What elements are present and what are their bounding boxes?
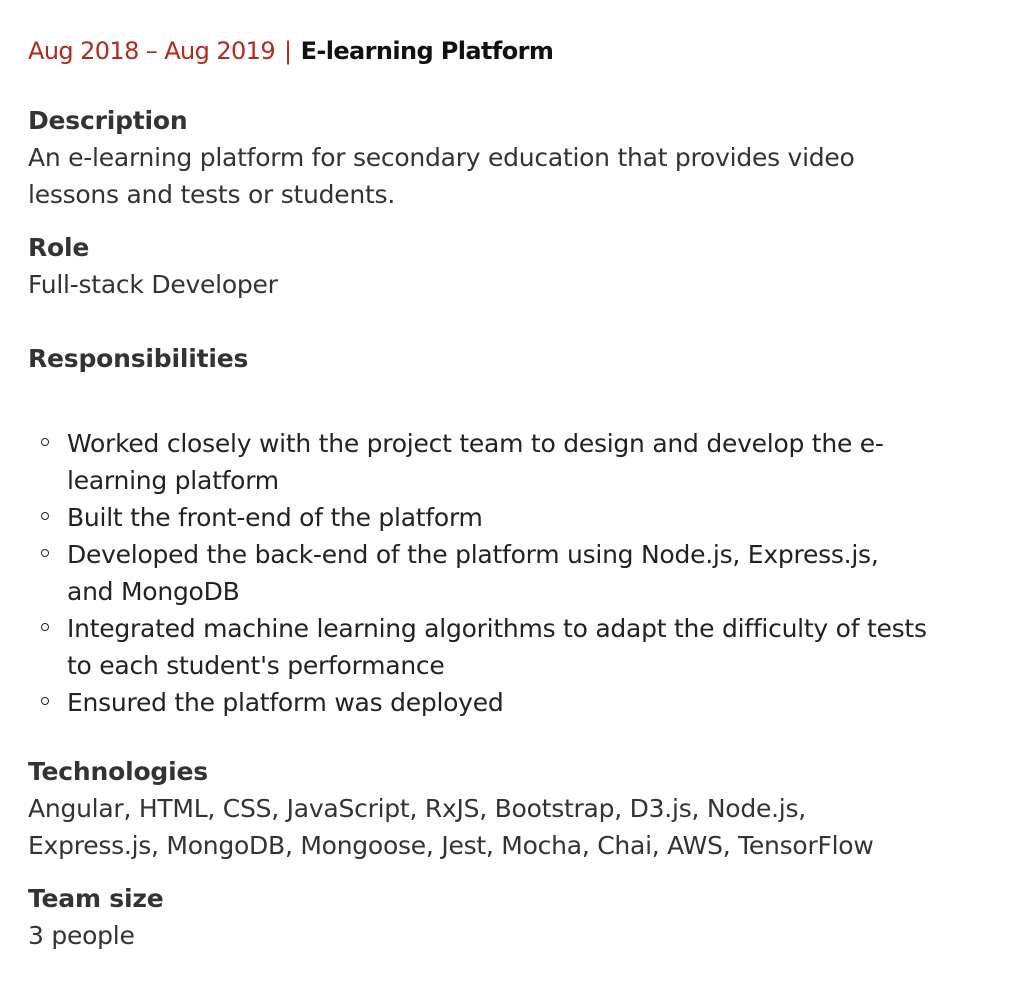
date-range: Aug 2018 – Aug 2019 (28, 37, 275, 65)
list-item-line: Ensured the platform was deployed (67, 688, 504, 717)
description-label: Description (28, 106, 188, 135)
circle-bullet-icon (41, 623, 49, 631)
list-item (28, 536, 968, 610)
circle-bullet-icon (41, 549, 49, 557)
role-label: Role (28, 233, 90, 262)
technologies-line: Angular, HTML, CSS, JavaScript, RxJS, Bootstrap, D3.js, Node.js, (28, 794, 806, 823)
list-item-line: Worked closely with the project team to design and develop the e- (67, 429, 884, 458)
list-item (28, 425, 968, 499)
technologies-text (28, 790, 968, 864)
responsibilities-list (28, 425, 968, 721)
project-header (28, 34, 553, 68)
team-size-label: Team size (28, 884, 164, 913)
list-item-line: learning platform (67, 466, 279, 495)
list-item-line: Integrated machine learning algorithms to adapt the difficulty of tests (67, 614, 927, 643)
list-item (28, 499, 968, 536)
list-item-line: Built the front-end of the platform (67, 503, 483, 532)
role-value: Full-stack Developer (28, 270, 278, 299)
circle-bullet-icon (41, 438, 49, 446)
description-line: lessons and tests or students. (28, 180, 396, 209)
circle-bullet-icon (41, 512, 49, 520)
technologies-line: Express.js, MongoDB, Mongoose, Jest, Mocha, Chai, AWS, TensorFlow (28, 831, 874, 860)
responsibilities-label: Responsibilities (28, 344, 249, 373)
circle-bullet-icon (41, 697, 49, 705)
list-item-line: and MongoDB (67, 577, 240, 606)
list-item-line: Developed the back-end of the platform using Node.js, Express.js, (67, 540, 879, 569)
description-line: An e-learning platform for secondary education that provides video (28, 143, 855, 172)
project-title: E-learning Platform (300, 37, 554, 65)
header-separator: | (284, 37, 292, 65)
description-text (28, 139, 968, 213)
list-item-line: to each student's performance (67, 651, 445, 680)
technologies-label: Technologies (28, 757, 208, 786)
team-size-value: 3 people (28, 921, 135, 950)
list-item (28, 684, 968, 721)
list-item (28, 610, 968, 684)
